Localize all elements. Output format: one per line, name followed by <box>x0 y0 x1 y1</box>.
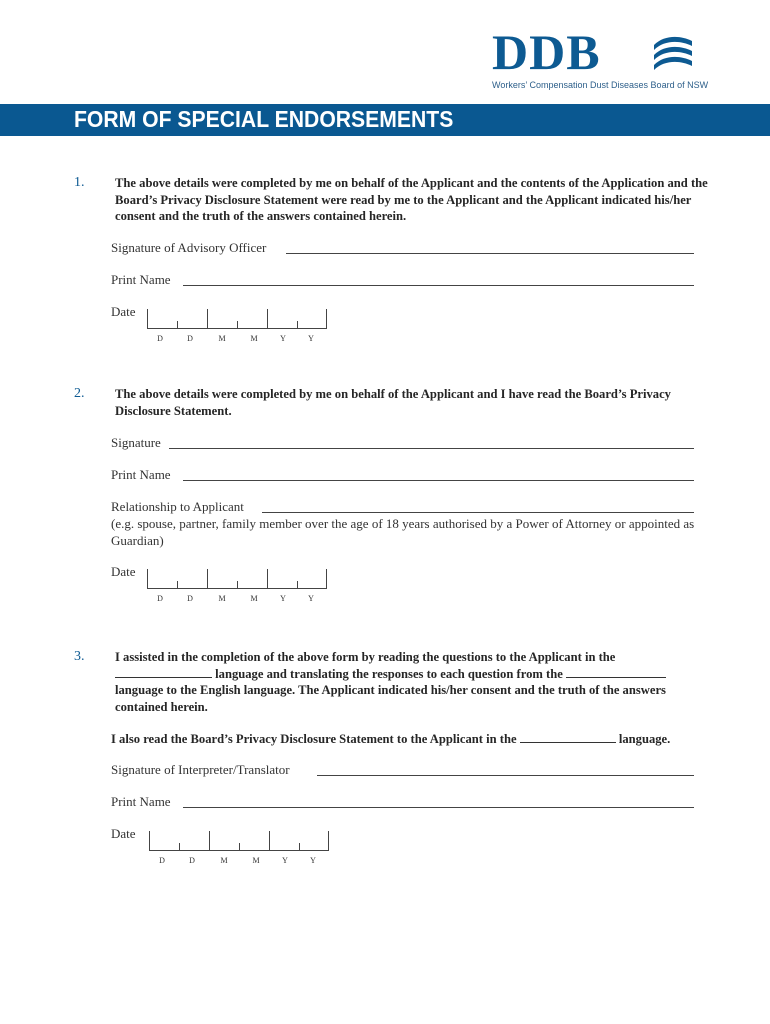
privacy-language-blank[interactable] <box>520 732 616 743</box>
section-3-text-part3: language to the English language. The Applicant indicated his/her consent and the truth of the answers contained herein. <box>115 683 666 714</box>
relationship-field[interactable] <box>111 499 694 515</box>
section-1-text: The above details were completed by me on behalf of the Applicant and the contents of the Application and the Board’s Privacy Disclosure Statement were read by me to the Applicant and the Applicant indicated his/her consent and the truth of the answers contained herein. <box>115 176 708 223</box>
date-cap-d: D <box>187 594 193 603</box>
section-2-date-box[interactable] <box>147 569 327 609</box>
section-2-number: 2. <box>74 386 85 401</box>
date-cap-y: Y <box>308 334 314 343</box>
date-divider <box>207 569 208 589</box>
advisory-signature-field[interactable] <box>111 240 694 256</box>
date-cap-y: Y <box>310 856 316 865</box>
date-tick <box>297 581 298 589</box>
interpreter-print-name-label: Print Name <box>111 794 171 809</box>
guardian-print-name-label: Print Name <box>111 467 171 482</box>
date-divider <box>269 831 270 851</box>
advisory-print-name-label: Print Name <box>111 272 171 287</box>
section-2-date-label: Date <box>111 564 136 579</box>
relationship-line <box>262 512 694 513</box>
date-tick <box>237 581 238 589</box>
date-divider <box>149 831 150 851</box>
date-divider <box>147 309 148 329</box>
date-divider <box>267 309 268 329</box>
section-1-date-label: Date <box>111 304 136 319</box>
interpreter-signature-field[interactable] <box>111 762 694 778</box>
date-cap-d: D <box>157 594 163 603</box>
logo-wave-icon <box>650 35 696 75</box>
privacy-read-part1: I also read the Board’s Privacy Disclosure Statement to the Applicant in the <box>111 732 517 746</box>
date-cap-m: M <box>218 594 226 603</box>
date-tick <box>297 321 298 329</box>
date-tick <box>177 321 178 329</box>
date-cap-y: Y <box>280 334 286 343</box>
guardian-print-name-field[interactable] <box>111 467 694 483</box>
date-divider <box>209 831 210 851</box>
ddb-logo <box>492 24 709 93</box>
date-divider <box>207 309 208 329</box>
section-2-text: The above details were completed by me on behalf of the Applicant and I have read the Board’s Privacy Disclosure Statement. <box>115 387 671 418</box>
guardian-signature-line <box>169 448 694 449</box>
source-language-blank[interactable] <box>115 667 212 678</box>
section-3-text <box>115 649 715 715</box>
date-divider <box>326 309 327 329</box>
date-cap-m: M <box>220 856 228 865</box>
section-3-text-part1: I assisted in the completion of the above form by reading the questions to the Applicant in the <box>115 650 616 664</box>
advisory-print-name-field[interactable] <box>111 272 694 288</box>
guardian-signature-label: Signature <box>111 435 161 450</box>
privacy-read-part2: language. <box>618 732 671 746</box>
date-cap-d: D <box>159 856 165 865</box>
section-3-date-box[interactable] <box>149 831 329 871</box>
date-cap-d: D <box>157 334 163 343</box>
date-divider <box>147 569 148 589</box>
section-1-number: 1. <box>74 175 85 190</box>
page-title: FORM OF SPECIAL ENDORSEMENTS <box>74 106 454 132</box>
interpreter-print-name-field[interactable] <box>111 794 694 810</box>
interpreter-signature-label: Signature of Interpreter/Translator <box>111 762 290 777</box>
logo-letters: DDB <box>492 24 601 80</box>
date-divider <box>326 569 327 589</box>
date-cap-y: Y <box>308 594 314 603</box>
date-divider <box>328 831 329 851</box>
date-cap-m: M <box>218 334 226 343</box>
date-tick <box>239 843 240 851</box>
privacy-read-statement <box>111 731 711 748</box>
date-divider <box>267 569 268 589</box>
section-3-text-part2: language and translating the responses to each question from the <box>215 666 563 681</box>
relationship-note: (e.g. spouse, partner, family member over the age of 18 years authorised by a Power of Attorney or appointed as Guardian) <box>111 516 695 548</box>
guardian-print-name-line <box>183 480 694 481</box>
advisory-signature-label: Signature of Advisory Officer <box>111 240 267 255</box>
date-tick <box>179 843 180 851</box>
date-tick <box>299 843 300 851</box>
interpreter-print-name-line <box>183 807 694 808</box>
date-cap-y: Y <box>282 856 288 865</box>
advisory-signature-line <box>286 253 694 254</box>
date-cap-m: M <box>250 334 258 343</box>
date-cap-d: D <box>187 334 193 343</box>
section-3-date-label: Date <box>111 826 136 841</box>
logo-subtitle: Workers’ Compensation Dust Diseases Board of NSW <box>492 80 709 90</box>
date-cap-m: M <box>250 594 258 603</box>
date-tick <box>177 581 178 589</box>
guardian-signature-field[interactable] <box>111 435 694 451</box>
section-3-number: 3. <box>74 649 85 664</box>
date-tick <box>237 321 238 329</box>
title-banner <box>0 104 770 136</box>
section-1-date-box[interactable] <box>147 309 327 349</box>
advisory-print-name-line <box>183 285 694 286</box>
date-cap-m: M <box>252 856 260 865</box>
relationship-label: Relationship to Applicant <box>111 499 244 514</box>
date-cap-d: D <box>189 856 195 865</box>
interpreter-signature-line <box>317 775 694 776</box>
date-cap-y: Y <box>280 594 286 603</box>
target-language-blank[interactable] <box>566 667 666 678</box>
